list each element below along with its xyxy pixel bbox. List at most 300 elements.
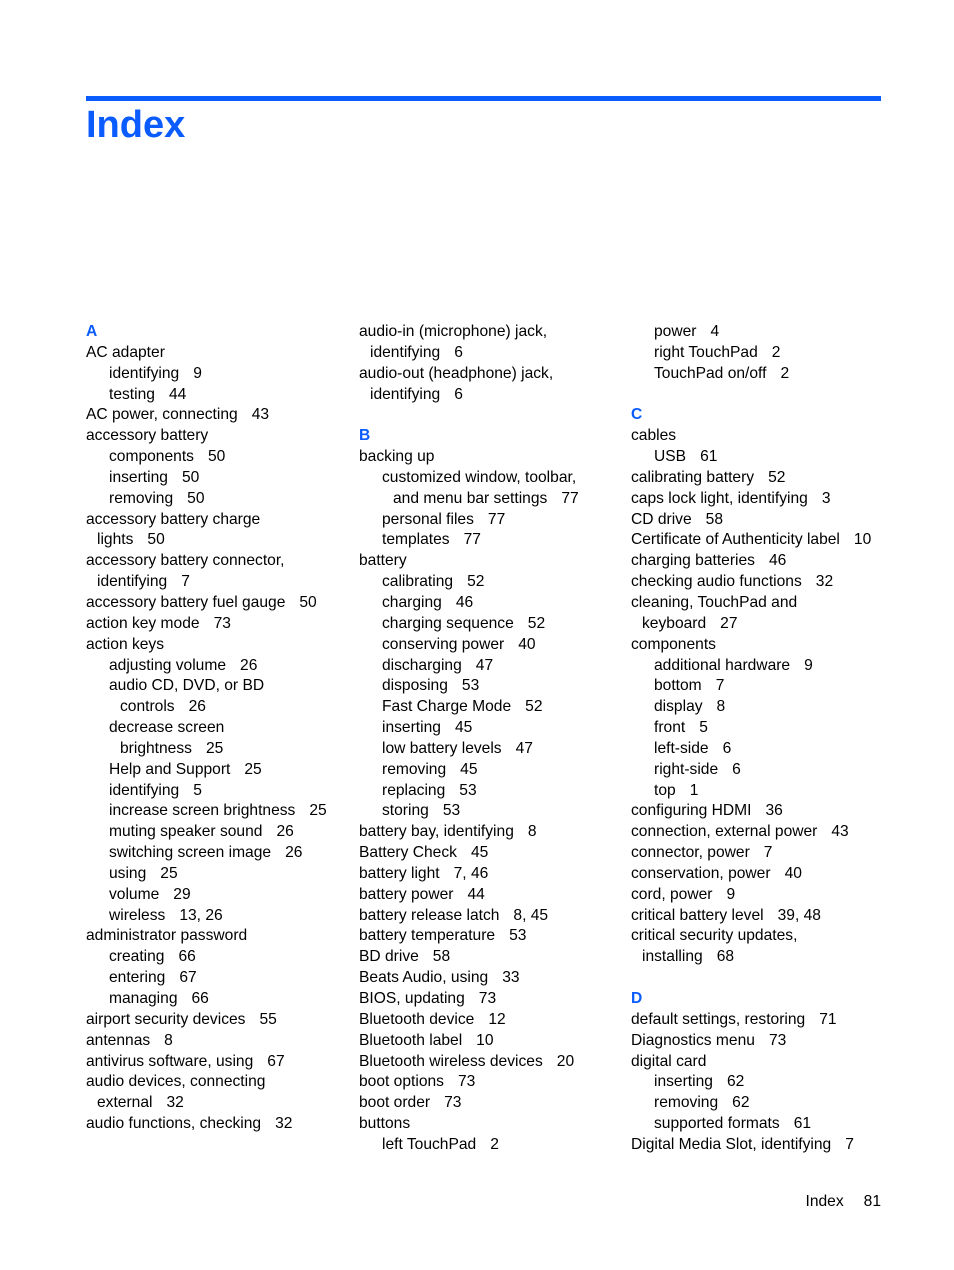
entry-term: muting speaker sound bbox=[109, 823, 263, 841]
entry-page-ref: 3 bbox=[821, 489, 831, 507]
index-entry bbox=[86, 426, 346, 447]
index-entry bbox=[631, 489, 881, 510]
index-entry bbox=[359, 322, 619, 343]
entry-page-ref: 45 bbox=[454, 719, 473, 737]
index-entry bbox=[359, 1031, 619, 1052]
index-entry bbox=[86, 405, 346, 426]
entry-term: configuring HDMI bbox=[631, 802, 752, 820]
index-subentry bbox=[359, 572, 619, 593]
index-entry bbox=[631, 468, 881, 489]
entry-page-ref: 26 bbox=[285, 844, 303, 862]
index-subentry bbox=[359, 760, 619, 781]
entry-page-ref: 44 bbox=[467, 885, 485, 903]
entry-page-ref: 52 bbox=[768, 468, 786, 486]
entry-page-ref: 7 bbox=[845, 1135, 854, 1153]
entry-page-ref: 61 bbox=[793, 1115, 812, 1133]
index-entry bbox=[359, 885, 619, 906]
entry-page-ref: 73 bbox=[457, 1073, 476, 1091]
index-subentry bbox=[631, 718, 881, 739]
index-entry bbox=[86, 1072, 346, 1093]
entry-term: wireless bbox=[109, 906, 166, 924]
entry-term: administrator password bbox=[86, 927, 248, 945]
entry-term: customized window, toolbar, bbox=[382, 468, 577, 486]
entry-term: adjusting volume bbox=[109, 656, 227, 674]
entry-term: buttons bbox=[359, 1115, 411, 1133]
index-entry bbox=[631, 635, 881, 656]
index-entry-continuation bbox=[359, 385, 619, 406]
entry-term: charging bbox=[382, 593, 442, 611]
entry-page-ref: 40 bbox=[518, 635, 536, 653]
entry-page-ref: 39, 48 bbox=[777, 906, 821, 924]
index-subentry bbox=[359, 510, 619, 531]
index-entry bbox=[631, 426, 881, 447]
entry-page-ref: 52 bbox=[467, 573, 485, 591]
entry-term: decrease screen bbox=[109, 719, 225, 737]
index-subentry bbox=[631, 447, 881, 468]
index-entry bbox=[631, 551, 881, 572]
entry-term: audio-in (microphone) jack, bbox=[359, 323, 548, 340]
section-letter: B bbox=[359, 427, 371, 445]
entry-page-ref: 50 bbox=[181, 468, 200, 486]
index-entry-continuation bbox=[631, 614, 881, 635]
index-subentry bbox=[359, 656, 619, 677]
index-subentry bbox=[86, 801, 346, 822]
entry-page-ref: 6 bbox=[454, 343, 463, 361]
entry-page-ref: 77 bbox=[561, 489, 579, 507]
entry-term: digital card bbox=[631, 1052, 707, 1070]
entry-term: additional hardware bbox=[654, 656, 791, 674]
entry-term: charging batteries bbox=[631, 552, 755, 570]
index-column-2 bbox=[359, 322, 619, 1156]
entry-term: power bbox=[654, 323, 697, 340]
entry-page-ref: 45 bbox=[460, 760, 478, 778]
entry-term: conserving power bbox=[382, 635, 505, 653]
entry-term: backing up bbox=[359, 448, 435, 466]
entry-term: critical security updates, bbox=[631, 927, 798, 945]
entry-term: audio CD, DVD, or BD bbox=[109, 677, 265, 695]
entry-page-ref: 73 bbox=[768, 1031, 787, 1049]
entry-term: removing bbox=[654, 1094, 719, 1112]
entry-page-ref: 7 bbox=[181, 573, 190, 591]
index-subentry bbox=[359, 593, 619, 614]
entry-page-ref: 67 bbox=[179, 969, 197, 987]
index-entry bbox=[359, 968, 619, 989]
index-subentry bbox=[86, 781, 346, 802]
entry-page-ref: 9 bbox=[726, 885, 736, 903]
entry-page-ref: 6 bbox=[454, 385, 463, 403]
entry-page-ref: 50 bbox=[187, 489, 205, 507]
entry-page-ref: 5 bbox=[193, 781, 202, 799]
entry-page-ref: 53 bbox=[442, 802, 461, 820]
entry-page-ref: 73 bbox=[213, 614, 231, 632]
page-footer bbox=[805, 1192, 881, 1212]
entry-page-ref: 32 bbox=[275, 1115, 293, 1133]
index-subentry bbox=[359, 718, 619, 739]
entry-page-ref: 46 bbox=[768, 552, 787, 570]
entry-term: AC power, connecting bbox=[86, 406, 238, 424]
entry-page-ref: 66 bbox=[191, 990, 209, 1007]
entry-term: audio devices, connecting bbox=[86, 1073, 266, 1091]
entry-page-ref: 36 bbox=[765, 802, 783, 820]
entry-page-ref: 52 bbox=[525, 698, 543, 716]
entry-term: accessory battery bbox=[86, 427, 209, 445]
entry-term: left TouchPad bbox=[382, 1135, 477, 1153]
index-entry bbox=[631, 1052, 881, 1073]
entry-term: removing bbox=[382, 760, 447, 778]
index-subentry bbox=[86, 885, 346, 906]
entry-page-ref: 25 bbox=[160, 864, 178, 882]
entry-term: components bbox=[109, 448, 194, 466]
entry-page-ref: 62 bbox=[726, 1073, 745, 1091]
entry-page-ref: 8 bbox=[527, 823, 537, 841]
entry-term: calibrating bbox=[382, 573, 454, 591]
entry-page-ref: 7, 46 bbox=[453, 864, 489, 882]
entry-term: cables bbox=[631, 427, 677, 445]
entry-page-ref: 25 bbox=[244, 760, 262, 778]
entry-page-ref: 26 bbox=[276, 823, 294, 841]
entry-term: battery bbox=[359, 552, 407, 570]
index-subentry bbox=[86, 843, 346, 864]
footer-label: Index bbox=[805, 1193, 844, 1210]
entry-page-ref: 43 bbox=[251, 406, 270, 424]
index-subentry bbox=[86, 385, 346, 406]
entry-term: storing bbox=[382, 802, 429, 820]
entry-page-ref: 45 bbox=[470, 844, 489, 862]
index-subentry bbox=[631, 343, 881, 364]
entry-term: action key mode bbox=[86, 614, 200, 632]
entry-page-ref: 58 bbox=[705, 510, 724, 528]
entry-term: disposing bbox=[382, 677, 448, 695]
index-entry bbox=[86, 1031, 346, 1052]
entry-term: caps lock light, identifying bbox=[631, 489, 808, 507]
entry-page-ref: 33 bbox=[502, 969, 520, 987]
entry-page-ref: 58 bbox=[432, 948, 451, 966]
entry-term: templates bbox=[382, 531, 450, 549]
entry-page-ref: 5 bbox=[699, 719, 708, 737]
entry-term: right TouchPad bbox=[654, 343, 758, 361]
entry-term: battery power bbox=[359, 885, 454, 903]
index-entry bbox=[359, 906, 619, 927]
index-subentry bbox=[359, 676, 619, 697]
entry-term: inserting bbox=[109, 468, 168, 486]
entry-page-ref: 26 bbox=[188, 698, 206, 716]
index-entry bbox=[631, 864, 881, 885]
entry-term: Battery Check bbox=[359, 844, 457, 862]
index-subentry bbox=[631, 781, 881, 802]
page-title: Index bbox=[86, 104, 186, 146]
entry-page-ref: 50 bbox=[299, 593, 317, 611]
entry-term: boot options bbox=[359, 1073, 444, 1091]
entry-page-ref: 43 bbox=[831, 823, 849, 841]
index-entry bbox=[631, 801, 881, 822]
entry-page-ref: 77 bbox=[487, 510, 506, 528]
entry-page-ref: 10 bbox=[853, 531, 872, 549]
entry-page-ref: 50 bbox=[147, 531, 165, 549]
entry-page-ref: 50 bbox=[207, 448, 226, 466]
entry-term: identifying bbox=[370, 343, 441, 361]
entry-term: battery light bbox=[359, 864, 440, 882]
entry-term: connector, power bbox=[631, 844, 750, 862]
index-subentry-continuation bbox=[86, 739, 346, 760]
entry-term: calibrating battery bbox=[631, 468, 755, 486]
index-entry bbox=[359, 864, 619, 885]
entry-term: front bbox=[654, 719, 686, 737]
index-entry bbox=[86, 1010, 346, 1031]
entry-term: TouchPad on/off bbox=[654, 364, 767, 382]
entry-term: right-side bbox=[654, 760, 719, 778]
index-subentry bbox=[631, 1072, 881, 1093]
section-letter: D bbox=[631, 990, 643, 1007]
entry-page-ref: 4 bbox=[710, 323, 720, 340]
index-subentry bbox=[86, 489, 346, 510]
entry-page-ref: 12 bbox=[488, 1010, 506, 1028]
entry-page-ref: 8 bbox=[716, 698, 726, 716]
index-column-1 bbox=[86, 322, 346, 1135]
entry-page-ref: 53 bbox=[461, 677, 480, 695]
index-entry bbox=[86, 593, 346, 614]
entry-term: Bluetooth device bbox=[359, 1010, 475, 1028]
entry-term: Fast Charge Mode bbox=[382, 698, 512, 716]
entry-term: replacing bbox=[382, 781, 446, 799]
index-subentry bbox=[631, 1093, 881, 1114]
entry-page-ref: 53 bbox=[459, 781, 477, 799]
entry-term: controls bbox=[120, 698, 175, 716]
entry-page-ref: 55 bbox=[259, 1010, 277, 1028]
entry-term: keyboard bbox=[642, 614, 707, 632]
entry-term: accessory battery connector, bbox=[86, 552, 285, 570]
entry-term: personal files bbox=[382, 510, 474, 528]
entry-page-ref: 61 bbox=[700, 448, 718, 466]
entry-term: action keys bbox=[86, 635, 165, 653]
index-subentry bbox=[86, 989, 346, 1010]
index-subentry bbox=[86, 947, 346, 968]
page-number: 81 bbox=[863, 1193, 881, 1210]
index-subentry bbox=[86, 864, 346, 885]
entry-term: identifying bbox=[97, 573, 168, 591]
index-entry bbox=[359, 947, 619, 968]
entry-term: cleaning, TouchPad and bbox=[631, 593, 798, 611]
entry-term: inserting bbox=[382, 719, 441, 737]
section-gap bbox=[631, 968, 881, 989]
entry-page-ref: 32 bbox=[815, 573, 834, 591]
entry-term: connection, external power bbox=[631, 823, 818, 841]
index-entry bbox=[359, 1093, 619, 1114]
index-subentry bbox=[86, 822, 346, 843]
entry-term: conservation, power bbox=[631, 864, 771, 882]
index-subentry bbox=[86, 468, 346, 489]
index-subentry bbox=[359, 697, 619, 718]
section-letter: C bbox=[631, 406, 643, 424]
index-entry bbox=[631, 1010, 881, 1031]
index-subentry bbox=[631, 760, 881, 781]
index-subentry bbox=[359, 468, 619, 489]
index-entry bbox=[631, 906, 881, 927]
index-entry bbox=[86, 614, 346, 635]
entry-page-ref: 47 bbox=[475, 656, 494, 674]
entry-term: cord, power bbox=[631, 885, 713, 903]
entry-term: bottom bbox=[654, 677, 702, 695]
index-entry bbox=[359, 1010, 619, 1031]
entry-term: accessory battery charge bbox=[86, 510, 261, 528]
entry-term: creating bbox=[109, 948, 165, 966]
section-gap bbox=[631, 385, 881, 406]
index-entry bbox=[86, 1052, 346, 1073]
entry-page-ref: 52 bbox=[527, 614, 546, 632]
index-entry bbox=[359, 364, 619, 385]
entry-term: top bbox=[654, 781, 676, 799]
index-subentry bbox=[86, 968, 346, 989]
index-subentry bbox=[631, 656, 881, 677]
entry-term: discharging bbox=[382, 656, 462, 674]
entry-page-ref: 1 bbox=[689, 781, 699, 799]
entry-page-ref: 73 bbox=[444, 1094, 462, 1112]
entry-term: battery temperature bbox=[359, 927, 496, 945]
entry-page-ref: 2 bbox=[771, 343, 781, 361]
index-entry bbox=[631, 510, 881, 531]
index-entry bbox=[359, 989, 619, 1010]
section-letter: A bbox=[86, 323, 98, 340]
entry-page-ref: 26 bbox=[240, 656, 258, 674]
entry-term: critical battery level bbox=[631, 906, 764, 924]
entry-page-ref: 7 bbox=[763, 844, 773, 862]
entry-page-ref: 20 bbox=[556, 1052, 575, 1070]
index-subentry bbox=[359, 530, 619, 551]
entry-term: BD drive bbox=[359, 948, 419, 966]
entry-page-ref: 66 bbox=[178, 948, 196, 966]
entry-term: BIOS, updating bbox=[359, 990, 465, 1007]
index-entry bbox=[359, 551, 619, 572]
index-entry bbox=[631, 1031, 881, 1052]
index-subentry bbox=[86, 718, 346, 739]
index-entry bbox=[359, 926, 619, 947]
entry-term: audio-out (headphone) jack, bbox=[359, 364, 554, 382]
index-entry bbox=[631, 843, 881, 864]
entry-page-ref: 67 bbox=[267, 1052, 285, 1070]
entry-term: testing bbox=[109, 385, 155, 403]
index-entry bbox=[86, 510, 346, 531]
index-entry bbox=[631, 1135, 881, 1156]
entry-term: battery bay, identifying bbox=[359, 823, 514, 841]
entry-term: Digital Media Slot, identifying bbox=[631, 1135, 832, 1153]
index-subentry bbox=[359, 781, 619, 802]
index-subentry-continuation bbox=[86, 697, 346, 718]
entry-term: supported formats bbox=[654, 1115, 780, 1133]
index-subentry bbox=[86, 364, 346, 385]
index-subentry bbox=[359, 739, 619, 760]
entry-term: increase screen brightness bbox=[109, 802, 296, 820]
entry-page-ref: 29 bbox=[173, 885, 191, 903]
entry-page-ref: 8, 45 bbox=[513, 906, 549, 924]
index-subentry bbox=[631, 364, 881, 385]
entry-page-ref: 8 bbox=[164, 1031, 173, 1049]
index-entry-continuation bbox=[86, 530, 346, 551]
entry-page-ref: 2 bbox=[780, 364, 790, 382]
entry-term: identifying bbox=[109, 364, 180, 382]
entry-page-ref: 27 bbox=[720, 614, 738, 632]
entry-term: accessory battery fuel gauge bbox=[86, 593, 286, 611]
index-subentry bbox=[631, 697, 881, 718]
index-subentry bbox=[359, 1135, 619, 1156]
entry-term: antennas bbox=[86, 1031, 151, 1049]
entry-term: Bluetooth wireless devices bbox=[359, 1052, 543, 1070]
entry-page-ref: 7 bbox=[715, 677, 725, 695]
entry-page-ref: 46 bbox=[455, 593, 474, 611]
entry-page-ref: 47 bbox=[515, 739, 533, 757]
entry-term: charging sequence bbox=[382, 614, 514, 632]
entry-page-ref: 44 bbox=[168, 385, 187, 403]
entry-page-ref: 73 bbox=[478, 990, 497, 1007]
index-entry bbox=[631, 822, 881, 843]
entry-term: airport security devices bbox=[86, 1010, 246, 1028]
entry-page-ref: 77 bbox=[463, 531, 481, 549]
entry-term: CD drive bbox=[631, 510, 692, 528]
entry-term: Certificate of Authenticity label bbox=[631, 531, 840, 549]
index-entry-continuation bbox=[86, 1093, 346, 1114]
entry-page-ref: 9 bbox=[804, 656, 813, 674]
entry-term: lights bbox=[97, 531, 134, 549]
index-entry bbox=[631, 885, 881, 906]
index-entry-continuation bbox=[359, 343, 619, 364]
index-subentry bbox=[359, 635, 619, 656]
entry-term: default settings, restoring bbox=[631, 1010, 806, 1028]
index-entry bbox=[631, 530, 881, 551]
index-subentry bbox=[359, 614, 619, 635]
entry-term: identifying bbox=[370, 385, 441, 403]
entry-page-ref: 40 bbox=[784, 864, 802, 882]
index-entry bbox=[86, 551, 346, 572]
entry-page-ref: 62 bbox=[732, 1094, 750, 1112]
index-entry bbox=[86, 1114, 346, 1135]
entry-term: USB bbox=[654, 448, 687, 466]
index-entry bbox=[359, 1072, 619, 1093]
index-entry bbox=[359, 447, 619, 468]
index-subentry bbox=[631, 322, 881, 343]
section-gap bbox=[359, 405, 619, 426]
index-column-3 bbox=[631, 322, 881, 1156]
entry-term: removing bbox=[109, 489, 174, 507]
entry-term: and menu bar settings bbox=[393, 489, 548, 507]
index-entry bbox=[631, 572, 881, 593]
entry-page-ref: 68 bbox=[716, 948, 735, 966]
index-subentry bbox=[631, 676, 881, 697]
entry-page-ref: 32 bbox=[166, 1094, 184, 1112]
entry-term: Beats Audio, using bbox=[359, 969, 489, 987]
index-entry bbox=[359, 843, 619, 864]
index-entry bbox=[631, 926, 881, 947]
index-subentry bbox=[631, 739, 881, 760]
entry-page-ref: 71 bbox=[819, 1010, 837, 1028]
index-subentry bbox=[631, 1114, 881, 1135]
index-entry bbox=[86, 343, 346, 364]
entry-term: external bbox=[97, 1094, 153, 1112]
entry-term: components bbox=[631, 635, 716, 653]
entry-page-ref: 13, 26 bbox=[179, 906, 223, 924]
index-entry bbox=[86, 926, 346, 947]
index-entry bbox=[359, 1114, 619, 1135]
index-subentry bbox=[86, 906, 346, 927]
entry-page-ref: 10 bbox=[476, 1031, 494, 1049]
entry-page-ref: 53 bbox=[509, 927, 527, 945]
index-entry-continuation bbox=[86, 572, 346, 593]
entry-term: volume bbox=[109, 885, 160, 903]
index-entry-continuation bbox=[631, 947, 881, 968]
entry-term: antivirus software, using bbox=[86, 1052, 254, 1070]
entry-page-ref: 2 bbox=[490, 1135, 499, 1153]
entry-term: battery release latch bbox=[359, 906, 500, 924]
index-subentry bbox=[359, 801, 619, 822]
entry-term: Diagnostics menu bbox=[631, 1031, 755, 1049]
title-rule bbox=[86, 96, 881, 101]
